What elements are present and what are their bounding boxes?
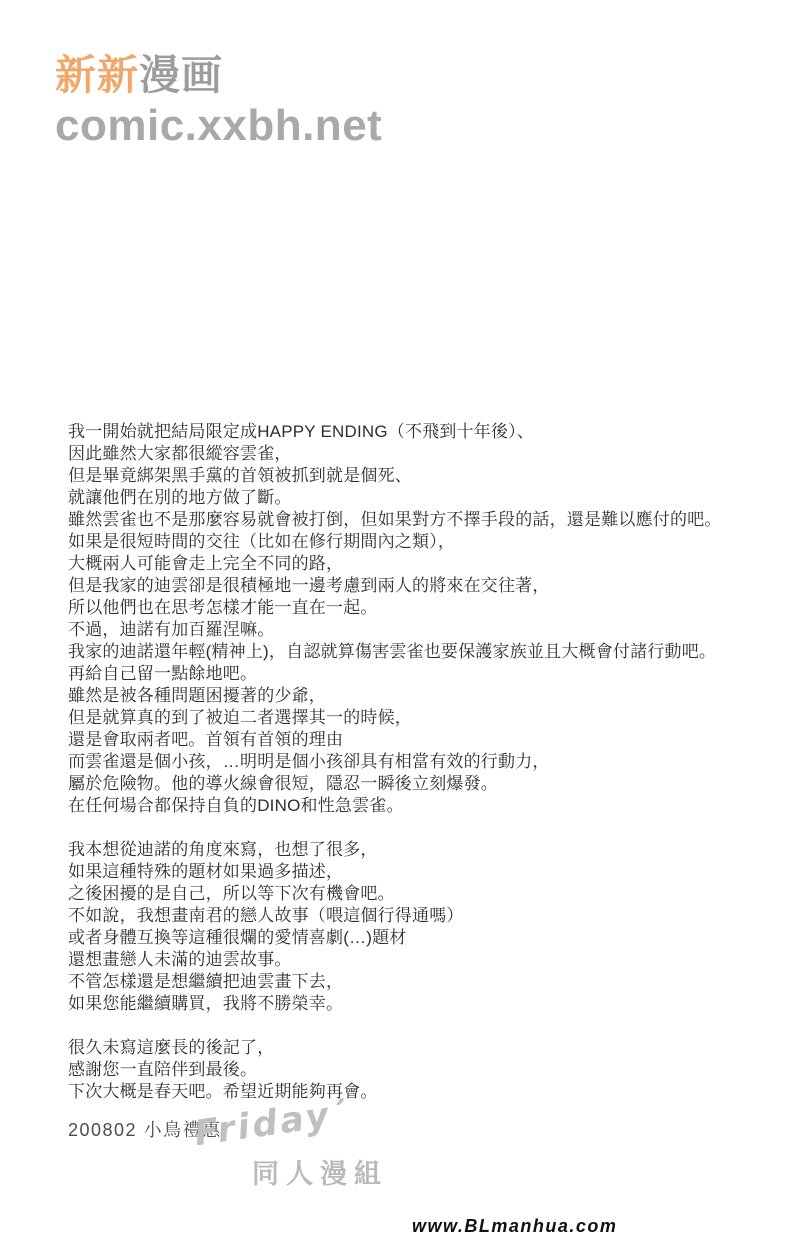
scan-group-stamp: 同人漫組 [252, 1159, 388, 1189]
afterword-line [68, 1015, 768, 1037]
afterword-line: 在任何場合都保持自負的DINO和性急雲雀。 [68, 796, 404, 815]
afterword-line: 如果您能繼續購買，我將不勝榮幸。 [68, 994, 344, 1013]
afterword-line [68, 817, 768, 839]
afterword-text-block [68, 421, 768, 1103]
afterword-line: 大概兩人可能會走上完全不同的路， [68, 554, 344, 573]
afterword-line: 但是畢竟綁架黑手黨的首領被抓到就是個死、 [68, 466, 412, 485]
afterword-line: 但是我家的迪雲卻是很積極地一邊考慮到兩人的將來在交往著， [68, 576, 550, 595]
handwritten-name: Friday [191, 1095, 334, 1155]
afterword-line: 還是會取兩者吧。首領有首領的理由 [68, 730, 344, 749]
afterword-line: 不管怎樣還是想繼續把迪雲畫下去， [68, 972, 344, 991]
afterword-line: 我一開始就把結局限定成HAPPY ENDING（不飛到十年後）、 [68, 422, 535, 441]
site-domain-text: comic.xxbh.net [55, 101, 383, 151]
afterword-line: 因此雖然大家都很縱容雲雀， [68, 444, 292, 463]
site-logo [55, 52, 382, 151]
site-brand-highlight: 新新 [55, 52, 139, 98]
afterword-line: 或者身體互換等這種很爛的愛情喜劇(…)題材 [68, 928, 407, 947]
afterword-line: 很久未寫這麼長的後記了， [68, 1038, 275, 1057]
afterword-line: 但是就算真的到了被迫二者選擇其一的時候， [68, 708, 412, 727]
afterword-line: 所以他們也在思考怎樣才能一直在一起。 [68, 598, 378, 617]
afterword-line: 還想畫戀人未滿的迪雲故事。 [68, 950, 292, 969]
afterword-line: 再給自己留一點餘地吧。 [68, 664, 258, 683]
afterword-line: 不過，迪諾有加百羅涅嘛。 [68, 620, 275, 639]
afterword-line: 我本想從迪諾的角度來寫，也想了很多， [68, 840, 378, 859]
afterword-line: 感謝您一直陪伴到最後。 [68, 1060, 258, 1079]
site-brand [55, 52, 382, 99]
pen-flourish-mark: ’ [330, 1092, 349, 1123]
afterword-line: 不如說，我想畫南君的戀人故事（喂這個行得通嗎） [68, 906, 464, 925]
afterword-line: 雖然是被各種問題困擾著的少爺， [68, 686, 326, 705]
afterword-line: 雖然雲雀也不是那麼容易就會被打倒，但如果對方不擇手段的話，還是難以應付的吧。 [68, 510, 722, 529]
site-brand-rest: 漫画 [139, 52, 223, 98]
afterword-line: 就讓他們在別的地方做了斷。 [68, 488, 292, 507]
afterword-line: 下次大概是春天吧。希望近期能夠再會。 [68, 1082, 378, 1101]
afterword-line: 而雲雀還是個小孩，…明明是個小孩卻具有相當有效的行動力， [68, 752, 550, 771]
footer-watermark: www.BLmanhua.com [412, 1216, 618, 1236]
afterword-line: 屬於危險物。他的導火線會很短，隱忍一瞬後立刻爆發。 [68, 774, 498, 793]
afterword-line: 我家的迪諾還年輕(精神上)，自認就算傷害雲雀也要保護家族並且大概會付諸行動吧。 [68, 642, 717, 661]
afterword-line: 之後困擾的是自己，所以等下次有機會吧。 [68, 884, 395, 903]
author-date-signature: 200802 小鳥禮惠 [68, 1120, 222, 1140]
afterword-line: 如果這種特殊的題材如果過多描述， [68, 862, 344, 881]
afterword-line: 如果是很短時間的交往（比如在修行期間內之類）， [68, 532, 456, 551]
